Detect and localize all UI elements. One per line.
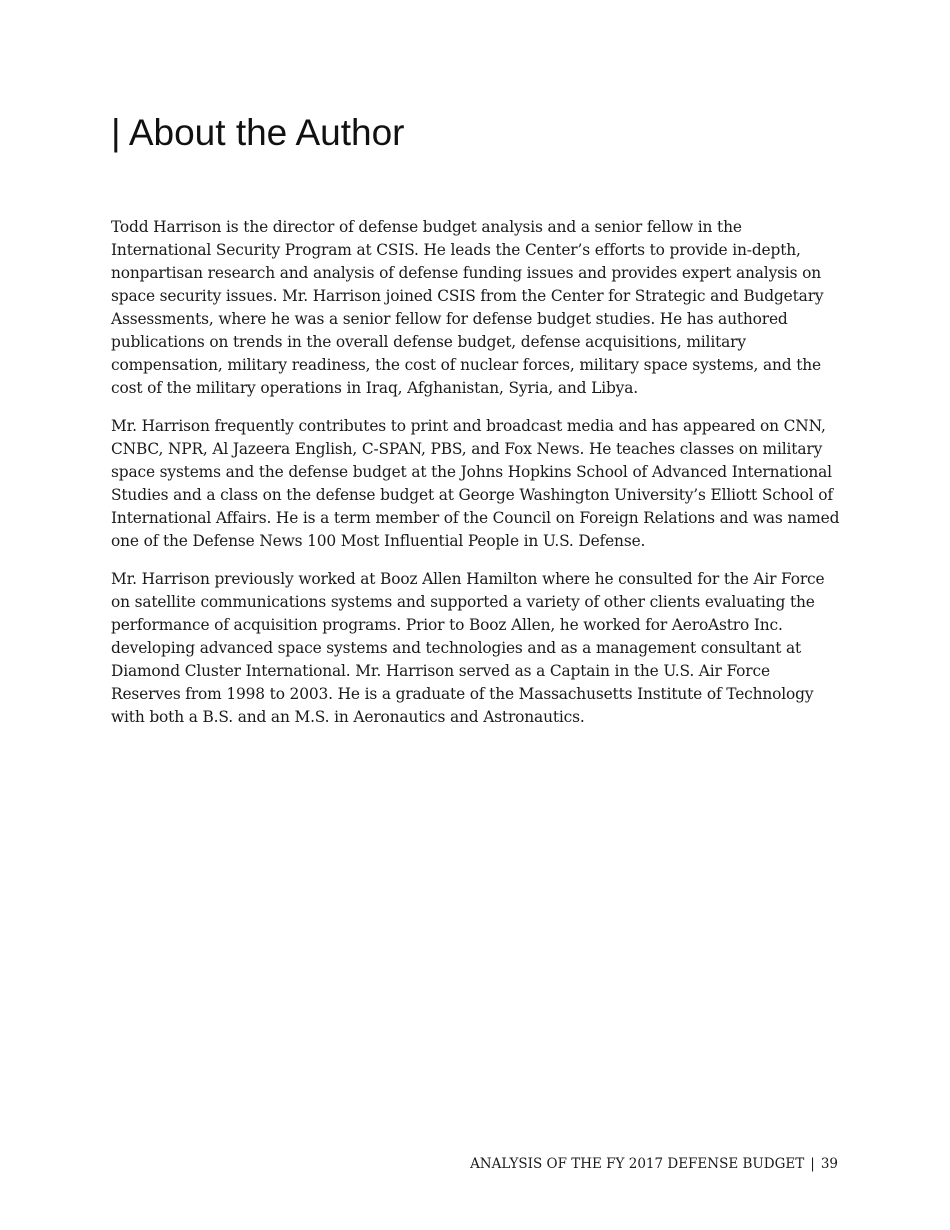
page-number: 39 <box>820 1156 838 1172</box>
footer-separator: | <box>810 1156 815 1172</box>
author-bio <box>111 216 841 744</box>
page-footer <box>470 1154 838 1174</box>
bio-paragraph-3: Mr. Harrison previously worked at Booz Allen Hamilton where he consulted for the Air Force on satellite communications systems and supported a variety of other clients evaluating the performance of acquisition programs. Prior to Booz Allen, he worked for AeroAstro Inc. developing advanced space systems and technologies and as a management consultant at Diamond Cluster International. Mr. Harrison served as a Captain in the U.S. Air Force Reserves from 1998 to 2003. He is a graduate of the Massachusetts Institute of Technology with both a B.S. and an M.S. in Aeronautics and Astronautics. <box>111 570 825 726</box>
page-title: | About the Author <box>111 112 405 153</box>
footer-report-title: ANALYSIS OF THE FY 2017 DEFENSE BUDGET <box>470 1156 805 1172</box>
bio-paragraph-1: Todd Harrison is the director of defense budget analysis and a senior fellow in the International Security Program at CSIS. He leads the Center’s efforts to provide in-depth, nonpartisan research and analysis of defense funding issues and provides expert analysis on space security issues. Mr. Harrison joined CSIS from the Center for Strategic and Budgetary Assessments, where he was a senior fellow for defense budget studies. He has authored publications on trends in the overall defense budget, defense acquisitions, military compensation, military readiness, the cost of nuclear forces, military space systems, and the cost of the military operations in Iraq, Afghanistan, Syria, and Libya. <box>111 218 824 397</box>
bio-paragraph-2: Mr. Harrison frequently contributes to print and broadcast media and has appeared on CNN, CNBC, NPR, Al Jazeera English, C-SPAN, PBS, and Fox News. He teaches classes on military space systems and the defense budget at the Johns Hopkins School of Advanced International Studies and a class on the defense budget at George Washington University’s Elliott School of International Affairs. He is a term member of the Council on Foreign Relations and was named one of the Defense News 100 Most Influential People in U.S. Defense. <box>111 417 840 550</box>
